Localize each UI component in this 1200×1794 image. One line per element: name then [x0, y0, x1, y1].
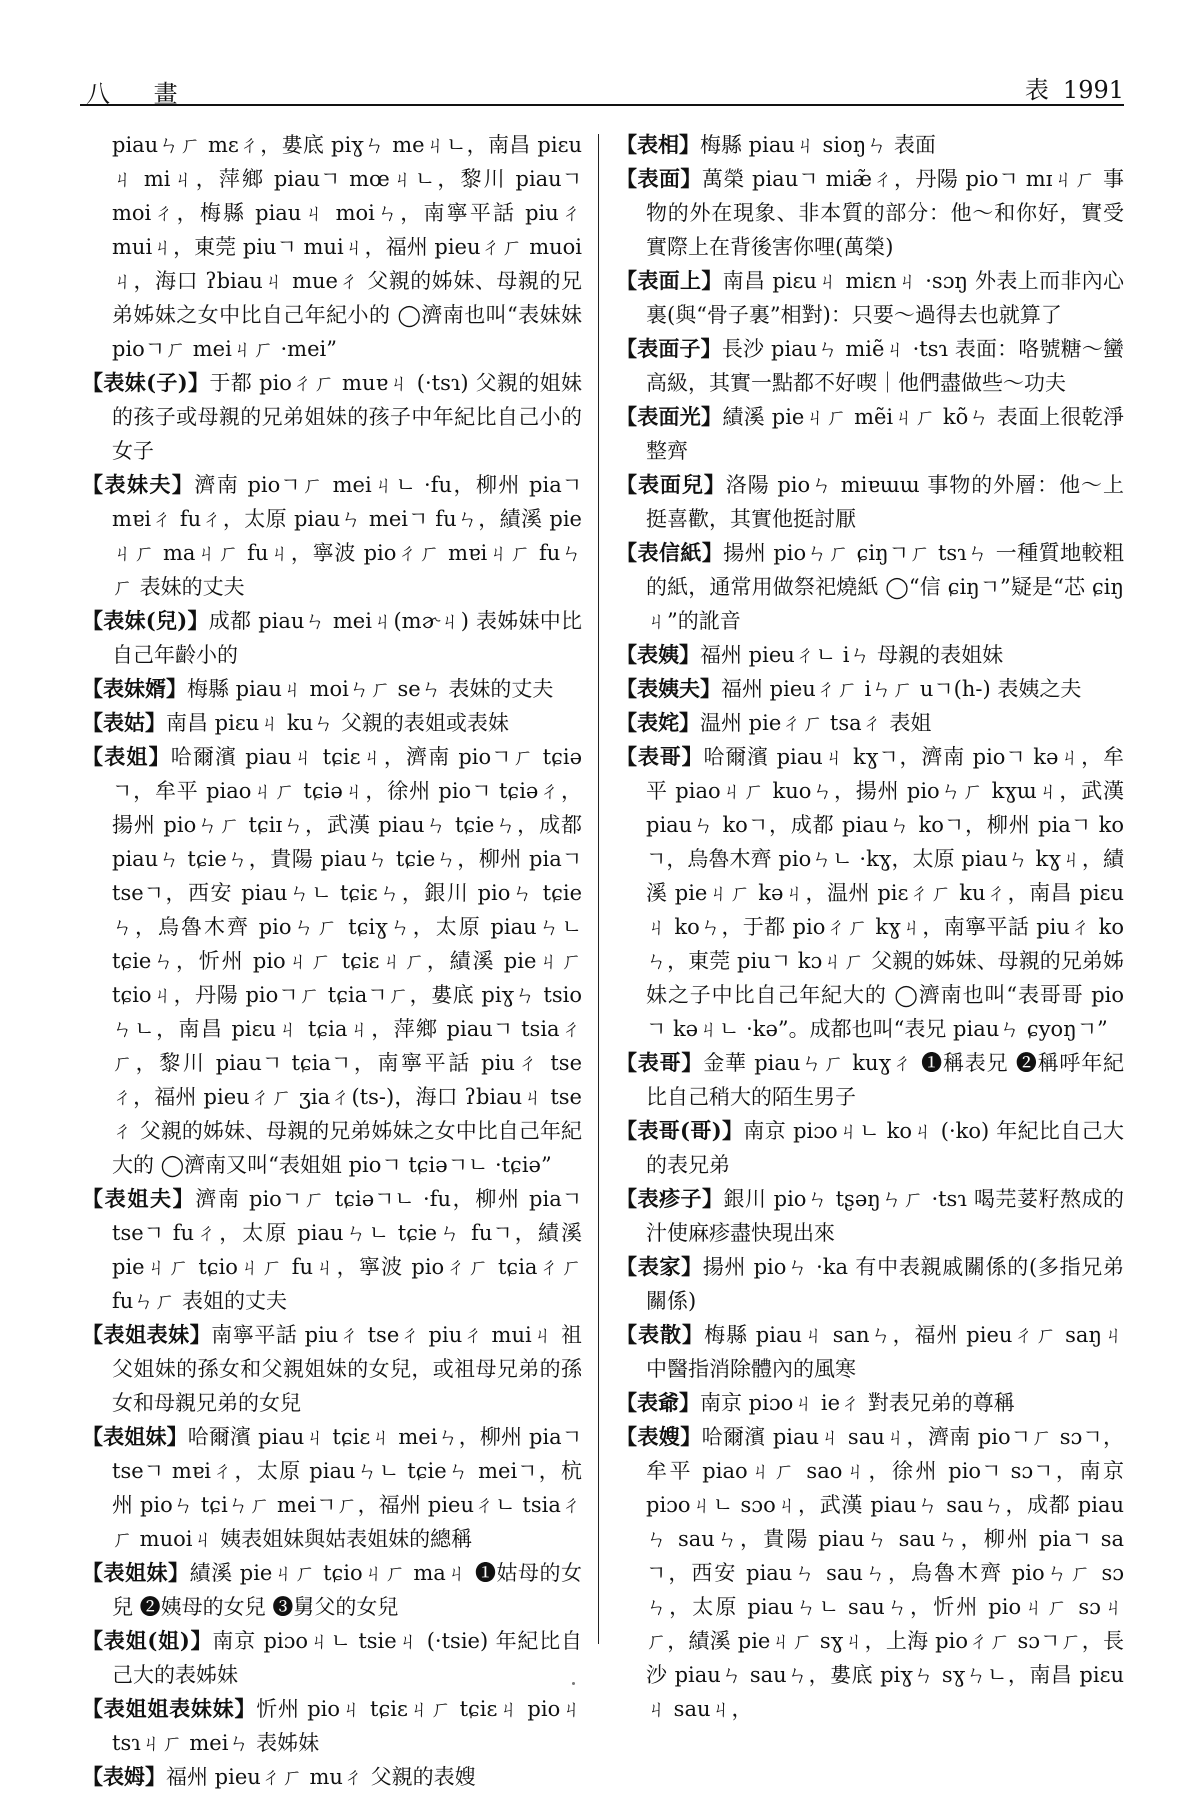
- entry-text: 揚州 pioㄣ ·ka 有中表親戚關係的(多指兄弟關係): [646, 1255, 1124, 1313]
- entry-text: 績溪 pieㄐㄏ tɕioㄐㄏ maㄐ ❶姑母的女兒 ❷姨母的女兒 ❸舅父的女兒: [112, 1561, 583, 1619]
- entry-headword: 【表面上】: [616, 268, 723, 293]
- dictionary-entry: [616, 1114, 1124, 1182]
- header-rule: [80, 104, 1124, 106]
- entry-text: 福州 pieuㄔㄴ iㄣ 母親的表姐妹: [700, 643, 1004, 667]
- entry-text: 哈爾濱 piauㄐ tɕiɛㄐ meiㄣ，柳州 piaㄱ tseㄱ mɐiㄔ，太原 piauㄣㄴ tɕieㄣ meiㄱ，杭州 pioㄣ tɕiㄣㄏ meiㄱㄏ，福州 pieuㄔㄴ tsiaㄔㄏ muoiㄐ 姨表姐妹與姑表姐妹的總稱: [112, 1425, 582, 1551]
- dictionary-entry: [616, 740, 1124, 1046]
- dictionary-entry: [82, 740, 582, 1182]
- entry-text: 長沙 piauㄣ miẽㄐ ·tsɿ 表面：咯號糖～蠻高級，其實一點都不好喫｜他們盡做些～功夫: [646, 337, 1124, 395]
- dictionary-entry: [616, 1420, 1124, 1726]
- dictionary-entry: [82, 1624, 582, 1692]
- dictionary-entry: [616, 536, 1124, 638]
- entry-text: 哈爾濱 piauㄐ kɣㄱ，濟南 pioㄱ kəㄐ，牟平 piaoㄐㄏ kuoㄣ，揚州 pioㄣㄏ kɣɯㄐ，武漢 piauㄣ koㄱ，成都 piauㄣ koㄱ，柳州 piaㄱ koㄱ，烏魯木齊 pioㄣㄴ ·kɣ，太原 piauㄣ kɣㄐ，績溪 pieㄐㄏ kəㄐ，温州 piɛㄔㄏ kuㄔ，南昌 piɛuㄐ koㄣ，于都 pioㄔㄏ kɣㄐ，南寧平話 piuㄔ koㄣ，東莞 piuㄱ kɔㄐㄏ 父親的姊妹、母親的兄弟姊妹之子中比自己年紀大的 ◯濟南也叫“表哥哥 pioㄱ kəㄐㄴ ·kə”。成都也叫“表兄 piauㄣ ɕyoŋㄱ”: [646, 745, 1124, 1041]
- dictionary-entry: [82, 1556, 582, 1624]
- entry-text: 梅縣 piauㄐ sanㄣ，福州 pieuㄔㄏ saŋㄐ 中醫指消除體內的風寒: [646, 1323, 1124, 1381]
- entry-headword: 【表疹子】: [616, 1186, 724, 1211]
- dictionary-entry: [616, 672, 1124, 706]
- entry-text: 洛陽 pioㄣ miɐɯɯ 事物的外層：他～上挺喜歡，其實他挺討厭: [646, 473, 1124, 531]
- entry-text: 銀川 pioㄣ tʂəŋㄣㄏ ·tsɿ 喝芫荽籽熬成的汁使麻疹盡快現出來: [646, 1187, 1124, 1245]
- dictionary-entry: [616, 264, 1124, 332]
- dictionary-entry: [82, 706, 582, 740]
- entry-headword: 【表面兒】: [616, 472, 726, 497]
- entry-headword: 【表妹婿】: [82, 676, 187, 701]
- entry-text: 揚州 pioㄣㄏ ɕiŋㄱㄏ tsɿㄣ 一種質地較粗的紙，通常用做祭祀燒紙 ◯“信 ɕiŋㄱ”疑是“芯 ɕiŋㄐ”的訛音: [646, 541, 1124, 633]
- entry-text: 南京 piɔoㄐㄴ tsieㄐ (·tsie) 年紀比自己大的表姊妹: [112, 1629, 582, 1687]
- entry-headword: 【表面光】: [616, 404, 723, 429]
- dictionary-entry: [616, 1250, 1124, 1318]
- dictionary-entry: [616, 1318, 1124, 1386]
- dictionary-entry: [616, 128, 1124, 162]
- dictionary-entry: [82, 1318, 582, 1420]
- dictionary-entry: [82, 1182, 582, 1318]
- entry-headword: 【表姹】: [616, 710, 700, 735]
- dictionary-entry: [616, 468, 1124, 536]
- entry-headword: 【表姐妹】: [82, 1424, 188, 1449]
- dictionary-entry: [82, 604, 582, 672]
- entry-headword: 【表嫂】: [616, 1424, 702, 1449]
- entry-text: 梅縣 piauㄐ moiㄣㄏ seㄣ 表妹的丈夫: [187, 677, 554, 701]
- entry-text: 南京 piɔoㄐ ieㄔ 對表兄弟的尊稱: [700, 1391, 1015, 1415]
- dictionary-entry: [616, 1386, 1124, 1420]
- dictionary-entry: [616, 162, 1124, 264]
- entry-headword: 【表姆】: [82, 1764, 166, 1789]
- dictionary-entry: [616, 332, 1124, 400]
- entry-headword: 【表散】: [616, 1322, 705, 1347]
- entry-headword: 【表姐妹】: [82, 1560, 190, 1585]
- entry-headword: 【表姐表妹】: [82, 1322, 212, 1347]
- entry-text: 哈爾濱 piauㄐ sauㄐ，濟南 pioㄱㄏ sɔㄱ，牟平 piaoㄐㄏ saoㄐ，徐州 pioㄱ sɔㄱ，南京 piɔoㄐㄴ sɔoㄐ，武漢 piauㄣ sauㄣ，成都 piauㄣ sauㄣ，貴陽 piauㄣ sauㄣ，柳州 piaㄱ saㄱ，西安 piauㄣ sauㄣ，烏魯木齊 pioㄣㄏ sɔㄣ，太原 piauㄣㄴ sauㄣ，忻州 pioㄐㄏ sɔㄐㄏ，績溪 pieㄐㄏ sɣㄐ，上海 pioㄔㄏ sɔㄱㄏ，長沙 piauㄣ sauㄣ，婁底 piɣㄣ sɣㄣㄴ，南昌 piɛuㄐ sauㄐ，: [646, 1425, 1124, 1721]
- dictionary-entry: [82, 1760, 582, 1794]
- entry-headword: 【表妹(兒)】: [82, 608, 209, 633]
- entry-headword: 【表相】: [616, 132, 700, 157]
- entry-text: 萬榮 piauㄱ miæ̃ㄔ，丹陽 pioㄱ mɪㄐㄏ 事物的外在現象、非本質的部分：他～和你好，實受實際上在背後害你哩(萬榮): [646, 167, 1124, 259]
- page-number: 1991: [1062, 76, 1124, 104]
- entry-text: 濟南 pioㄱㄏ meiㄐㄴ ·fu，柳州 piaㄱ mɐiㄔ fuㄔ，太原 piauㄣ meiㄱ fuㄣ，績溪 pieㄐㄏ maㄐㄏ fuㄐ，寧波 pioㄔㄏ mɐiㄐㄏ fuㄣㄏ 表妹的丈夫: [112, 473, 583, 599]
- entry-text: 温州 pieㄔㄏ tsaㄔ 表姐: [700, 711, 932, 735]
- entry-headword: 【表信紙】: [616, 540, 724, 565]
- entry-text: 南昌 piɛuㄐ miɛnㄐ ·sɔŋ 外表上而非內心裏(與“骨子裏”相對)：只要～過得去也就算了: [646, 269, 1124, 327]
- entry-headword: 【表姑】: [82, 710, 166, 735]
- right-column: [616, 128, 1124, 1726]
- dictionary-entry: [82, 672, 582, 706]
- entry-text: 梅縣 piauㄐ sioŋㄣ 表面: [700, 133, 936, 157]
- head-character: 表: [1024, 76, 1049, 104]
- entry-text: 忻州 pioㄐ tɕiɛㄐㄏ tɕiɛㄐ pioㄐ tsɿㄐㄏ meiㄣ 表姊妹: [112, 1697, 582, 1755]
- entry-text: 濟南 pioㄱㄏ tɕiəㄱㄴ ·fu，柳州 piaㄱ tseㄱ fuㄔ，太原 piauㄣㄴ tɕieㄣ fuㄱ，績溪 pieㄐㄏ tɕioㄐㄏ fuㄐ，寧波 pioㄔㄏ tɕiaㄔㄏ fuㄣㄏ 表姐的丈夫: [112, 1187, 582, 1313]
- dictionary-entry: [616, 1182, 1124, 1250]
- section-label: 八 畫: [86, 80, 196, 108]
- entry-text: 于都 pioㄔㄏ muɐㄐ (·tsɿ) 父親的姐妹的孩子或母親的兄弟姐妹的孩子中年紀比自己小的女子: [112, 371, 583, 463]
- entry-headword: 【表姐姐表妹妹】: [82, 1696, 257, 1721]
- entry-headword: 【表面子】: [616, 336, 722, 361]
- entry-text: 金華 piauㄣㄏ kuɣㄔ ❶稱表兄 ❷稱呼年紀比自己稍大的陌生男子: [646, 1051, 1124, 1109]
- entry-text: 哈爾濱 piauㄐ tɕiɛㄐ，濟南 pioㄱㄏ tɕiəㄱ，牟平 piaoㄐㄏ tɕiəㄐ，徐州 pioㄱ tɕiəㄔ，揚州 pioㄣㄏ tɕiɪㄣ，武漢 piauㄣ tɕieㄣ，成都 piauㄣ tɕieㄣ，貴陽 piauㄣ tɕieㄣ，柳州 piaㄱ tseㄱ，西安 piauㄣㄴ tɕiɛㄣ，銀川 pioㄣ tɕieㄣ，烏魯木齊 pioㄣㄏ tɕiɣㄣ，太原 piauㄣㄴ tɕieㄣ，忻州 pioㄐㄏ tɕiɛㄐㄏ，績溪 pieㄐㄏ tɕioㄐ，丹陽 pioㄱㄏ tɕiaㄱㄏ，婁底 piɣㄣ tsioㄣㄴ，南昌 piɛuㄐ tɕiaㄐ，萍鄉 piauㄱ tsiaㄔㄏ，黎川 piauㄱ tɕiaㄱ，南寧平話 piuㄔ tseㄔ，福州 pieuㄔㄏ ʒiaㄔ(ts-)，海口 ʔbiauㄐ tseㄔ 父親的姊妹、母親的兄弟姊妹之女中比自己年紀大的 ◯濟南又叫“表姐姐 pioㄱ tɕiəㄱㄴ ·tɕiə”: [112, 745, 583, 1177]
- entry-text: 南昌 piɛuㄐ kuㄣ 父親的表姐或表妹: [166, 711, 509, 735]
- entry-text: 福州 pieuㄔㄏ muㄔ 父親的表嫂: [166, 1765, 476, 1789]
- entry-text: 成都 piauㄣ meiㄐ(mɚㄐ) 表姊妹中比自己年齡小的: [112, 609, 583, 667]
- dictionary-entry: [82, 366, 582, 468]
- entry-headword: 【表面】: [616, 166, 702, 191]
- page-header: [80, 64, 1124, 108]
- entry-headword: 【表家】: [616, 1254, 703, 1279]
- entry-headword: 【表哥(哥)】: [616, 1118, 744, 1143]
- entry-headword: 【表姨夫】: [616, 676, 721, 701]
- dictionary-entry: [616, 638, 1124, 672]
- entry-text: 南京 piɔoㄐㄴ koㄐ (·ko) 年紀比自己大的表兄弟: [646, 1119, 1124, 1177]
- entry-headword: 【表姐】: [82, 744, 171, 769]
- dictionary-entry: [82, 1692, 582, 1760]
- entry-headword: 【表姐夫】: [82, 1186, 196, 1211]
- entry-text: 福州 pieuㄔㄏ iㄣㄏ uㄱ(h-) 表姨之夫: [721, 677, 1082, 701]
- dictionary-entry: [616, 706, 1124, 740]
- entry-text: 績溪 pieㄐㄏ mẽiㄐㄏ kõㄣ 表面上很乾淨整齊: [646, 405, 1124, 463]
- print-speck: [572, 1682, 575, 1685]
- dictionary-entry: [616, 400, 1124, 468]
- dictionary-entry: [616, 1046, 1124, 1114]
- dictionary-entry: [82, 1420, 582, 1556]
- left-column: [82, 128, 582, 1794]
- entry-headword: 【表姨】: [616, 642, 700, 667]
- entry-headword: 【表爺】: [616, 1390, 700, 1415]
- entry-text: 南寧平話 piuㄔ tseㄔ piuㄔ muiㄐ 祖父姐妹的孫女和父親姐妹的女兒，或祖母兄弟的孫女和母親兄弟的女兒: [112, 1323, 582, 1415]
- entry-headword: 【表妹(子)】: [82, 370, 210, 395]
- dictionary-entry: [82, 468, 582, 604]
- entry-headword: 【表姐(姐)】: [82, 1628, 213, 1653]
- entry-headword: 【表哥】: [616, 1050, 704, 1075]
- entry-headword: 【表哥】: [616, 744, 704, 769]
- column-divider: [598, 134, 599, 1644]
- entry-headword: 【表妹夫】: [82, 472, 195, 497]
- page-header-right: [1011, 70, 1124, 105]
- continued-entry-text: piauㄣㄏ mɛㄔ，婁底 piɣㄣ meㄐㄴ，南昌 piɛuㄐ miㄐ，萍鄉 piauㄱ mœㄐㄴ，黎川 piauㄱ moiㄔ，梅縣 piauㄐ moiㄣ，南寧平話 piuㄔ muiㄐ，東莞 piuㄱ muiㄐ，福州 pieuㄔㄏ muoiㄐ，海口 ʔbiauㄐ mueㄔ 父親的姊妹、母親的兄弟姊妹之女中比自己年紀小的 ◯濟南也叫“表妹妹 pioㄱㄏ meiㄐㄏ ·mei”: [112, 133, 582, 361]
